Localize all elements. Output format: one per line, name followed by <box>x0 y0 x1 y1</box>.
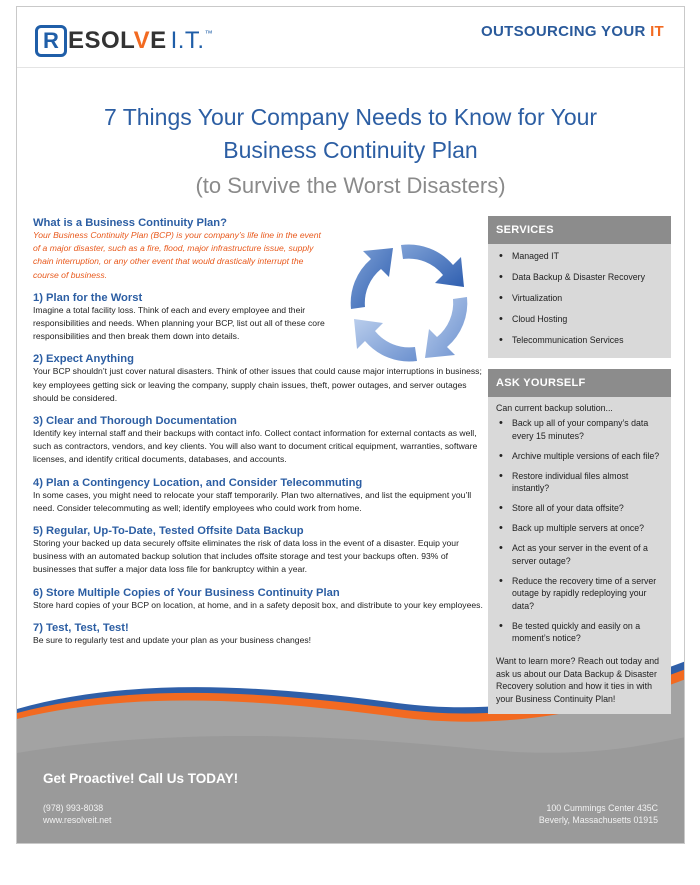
list-item: • Virtualization <box>498 292 663 305</box>
list-item: • Reduce the recovery time of a server outage by rapidly redeploying your data? <box>498 575 663 613</box>
section-text: Store hard copies of your BCP on location, at home, and in a safety deposit box, and distribute to your key employees. <box>33 599 483 610</box>
list-item: • Telecommunication Services <box>498 334 663 347</box>
list-item: • Cloud Hosting <box>498 313 663 326</box>
services-list <box>488 244 671 359</box>
intro-heading: What is a Business Continuity Plan? <box>33 217 227 229</box>
ask-outro: Want to learn more? Reach out today and ask us about our Data Backup & Disaster Recovery solution and how it ties in with your Business Continuity Plan! <box>496 656 660 704</box>
list-item: • Archive multiple versions of each file? <box>498 450 663 463</box>
website-link[interactable]: www.resolveit.net <box>43 815 112 825</box>
section-text: Imagine a total facility loss. Think of each and every employee and their responsibilities and needs. When planning your BCP, list out all of these core responsibilities and then break them down into details. <box>33 304 325 342</box>
section-text: Be sure to regularly test and update your plan as your business changes! <box>33 634 312 645</box>
trademark-symbol: ™ <box>204 29 213 38</box>
tagline: OUTSOURCING YOUR IT <box>481 23 664 40</box>
services-panel <box>488 216 671 358</box>
section-heading: 6) Store Multiple Copies of Your Business Continuity Plan <box>33 586 340 599</box>
header-divider <box>17 67 684 68</box>
section-text: In some cases, you might need to relocate your staff temporarily. Plan two alternatives, and list the equipment you’ll need. Consider telecommuting as well; identify employees who could work from home. <box>33 489 472 513</box>
ask-list <box>488 413 671 656</box>
ask-yourself-panel <box>488 369 671 714</box>
flyer-page <box>16 6 685 844</box>
section-heading: 2) Expect Anything <box>33 353 134 366</box>
sidebar <box>488 216 671 714</box>
call-to-action: Get Proactive! Call Us TODAY! <box>43 771 239 786</box>
logo-wordmark: ESOLVE I.T. <box>68 27 205 54</box>
intro-text: Your Business Continuity Plan (BCP) is your company’s life line in the event of a major disaster, such as a fire, flood, major infrastructure issue, supply chain interruption, or any other event that would drastically interrupt the course of business. <box>33 230 321 280</box>
phone-number[interactable]: (978) 993-8038 <box>43 803 104 813</box>
list-item: • Be tested quickly and easily on a moment’s notice? <box>498 620 663 645</box>
list-item: • Data Backup & Disaster Recovery <box>498 271 663 284</box>
section-heading: 3) Clear and Thorough Documentation <box>33 415 237 428</box>
logo-mark: R <box>35 25 67 57</box>
main-content <box>33 217 483 647</box>
ask-heading: ASK YOURSELF <box>488 369 671 397</box>
section-heading: 5) Regular, Up-To-Date, Tested Offsite Data Backup <box>33 525 304 538</box>
section-heading: 4) Plan a Contingency Location, and Consider Telecommuting <box>33 476 363 489</box>
section-heading: 1) Plan for the Worst <box>33 291 143 304</box>
contact-info <box>43 802 111 826</box>
section-heading: 7) Test, Test, Test! <box>33 621 129 634</box>
list-item: • Act as your server in the event of a server outage? <box>498 542 663 567</box>
list-item: • Managed IT <box>498 250 663 263</box>
list-item: • Store all of your data offsite? <box>498 502 663 515</box>
address: 100 Cummings Center 435C Beverly, Massachusetts 01915 <box>538 803 658 825</box>
page-subtitle: (to Survive the Worst Disasters) <box>195 173 506 198</box>
ask-intro: Can current backup solution... <box>496 403 613 413</box>
section-text: Storing your backed up data securely offsite eliminates the risk of data loss in the event of a disaster. Equip your business with an automated backup solution that includes offsite storage and test your backups often. 93% of businesses that suffer a major data loss file for bankruptcy within a year. <box>33 538 459 575</box>
list-item: • Back up all of your company’s data every 15 minutes? <box>498 417 663 442</box>
list-item: • Back up multiple servers at once? <box>498 522 663 535</box>
resolve-it-logo <box>35 23 213 59</box>
section-text: Your BCP shouldn’t just cover natural disasters. Think of other issues that could cause major interruptions in business; key employees getting sick or leaving the company, supply chain issues, theft, power outages, and server outages should be considered. <box>33 366 482 403</box>
page-title: 7 Things Your Company Needs to Know for Your Business Continuity Plan <box>103 104 598 163</box>
list-item: • Restore individual files almost instantly? <box>498 470 663 495</box>
services-heading: SERVICES <box>488 216 671 244</box>
section-text: Identify key internal staff and their backups with contact info. Collect contact information for external contacts as well, such as contractors, vendors, and key clients. You will also want to document critical equipment, warranties, software licenses, and identify critical documents, databases, and accounts. <box>33 428 478 465</box>
